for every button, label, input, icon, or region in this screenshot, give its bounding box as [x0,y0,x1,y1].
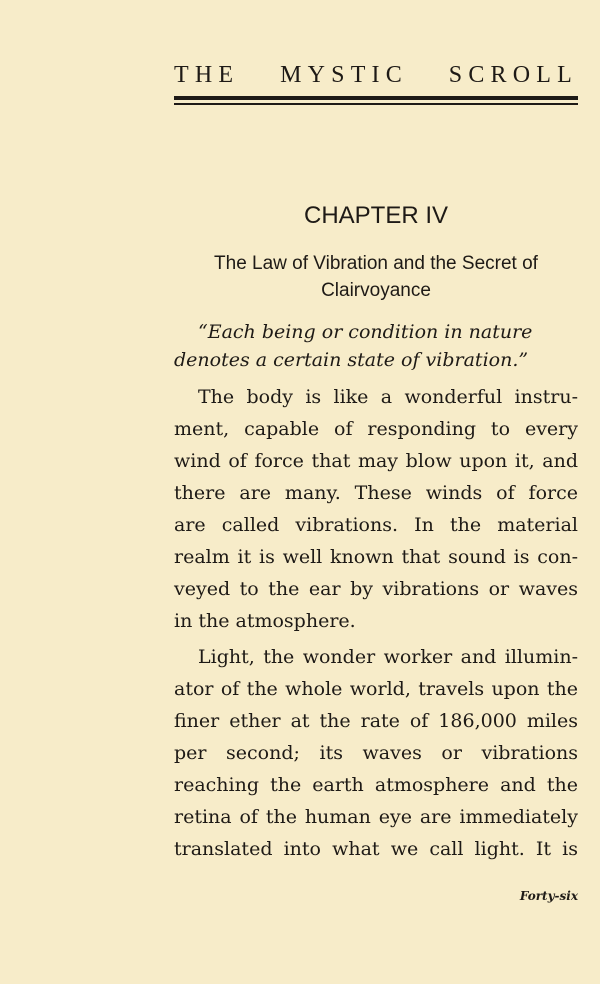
body-line: translated into what we call light. It is [174,838,578,860]
body-line: ator of the whole world, travels upon the [174,678,578,700]
header-rule-thick [174,96,578,100]
body-line: retina of the human eye are immediately [174,806,578,828]
body-line: realm it is well known that sound is con- [174,546,578,568]
epigraph-line: denotes a certain state of vibration.” [174,349,529,371]
body-line: Light, the wonder worker and illumin- [198,646,578,668]
chapter-subtitle [174,250,578,304]
body-line: per second; its waves or vibrations [174,742,578,764]
body-line: there are many. These winds of force [174,482,578,504]
chapter-heading: CHAPTER IV [303,202,449,229]
page-number: Forty-six [519,889,578,903]
body-line: wind of force that may blow upon it, and [174,450,578,472]
header-rule-thin [174,103,578,105]
epigraph [174,318,578,374]
body-line: veyed to the ear by vibrations or waves [174,578,578,600]
subtitle-line: Clairvoyance [321,280,431,301]
body-line: The body is like a wonderful instru- [198,386,578,408]
body-line: are called vibrations. In the material [174,514,578,536]
subtitle-line: The Law of Vibration and the Secret of [214,253,538,274]
body-line: finer ether at the rate of 186,000 miles [174,710,578,732]
body-line: in the atmosphere. [174,610,356,632]
running-head: THE MYSTIC SCROLL [174,62,578,88]
body-line: reaching the earth atmosphere and the [174,774,578,796]
body-line: ment, capable of responding to every [174,418,578,440]
epigraph-line: “Each being or condition in nature [198,321,533,343]
